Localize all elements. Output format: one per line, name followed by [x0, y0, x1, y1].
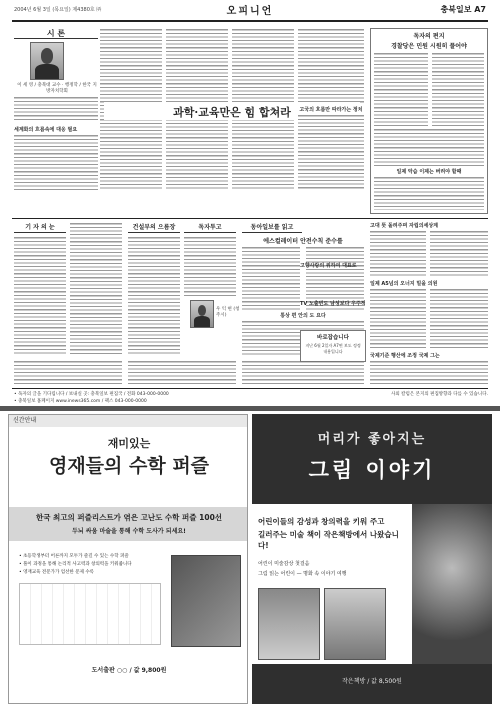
book-cover-image — [171, 555, 241, 647]
ad2-publisher: 작은책방 / 값 8,500원 — [342, 678, 402, 685]
reader-column2-subhead: 통상 편 안의 도 요다 — [280, 313, 326, 319]
desk-text-1 — [14, 236, 66, 356]
reader-column2-label-bar — [242, 222, 302, 233]
mid-headline-2: 고향사랑의 위하여 대표로 — [300, 263, 357, 269]
reader-letter-headline: 경찰당은 민원 시원히 풀어야 — [391, 43, 467, 50]
ad-subtitle-band — [9, 507, 248, 541]
building-label: 건설부의 으름장 — [132, 224, 176, 231]
page-header — [0, 0, 500, 22]
correction-text: 지난 6월 2일자 A7면 보도 정정 내용입니다 — [305, 343, 361, 354]
issue-date: 2004년 6월 3일 (목요일) 제4380호 ㈜ — [14, 7, 102, 13]
ad2-sub2: 그림 읽는 어린이 — 명화 속 이야기 여행 — [258, 571, 347, 577]
reader-column2-label: 동아일보를 읽고 — [250, 224, 294, 231]
ad-tag: 신간안내 — [9, 415, 248, 427]
reader-column2-text-1 — [242, 246, 300, 310]
right-text-3 — [370, 288, 426, 350]
right-text-1 — [370, 230, 426, 276]
ad-kicker: 재미있는 — [107, 437, 151, 450]
reader-column-label: 독자투고 — [198, 224, 222, 231]
reader-column2-text-4 — [242, 360, 364, 384]
ad-tagline: 두뇌 싸움 마술을 통해 수학 도사가 되세요! — [72, 528, 186, 535]
mid-headline-1: 고국의 흐름만 따라가는 정치 — [299, 107, 363, 113]
opinion-label-bar — [14, 28, 98, 39]
right-text-5 — [370, 360, 488, 384]
right-text-4 — [430, 288, 488, 350]
desk-text-2 — [70, 222, 122, 356]
building-text-2 — [184, 236, 236, 296]
ad2-tagline: 어린이들의 감성과 창의력을 키워 주고 — [258, 517, 385, 526]
reader-letter-text-2 — [432, 52, 484, 126]
ad2-tagline-2: 길러주는 미술 책이 작은책방에서 나왔습니다! — [258, 530, 399, 550]
ad2-body — [252, 504, 492, 664]
ad-bullet: • 영재교육 전문가가 엄선한 문제 수록 — [19, 570, 95, 575]
ad-subtitle: 한국 최고의 퍼즐리스트가 엮은 고난도 수학 퍼즐 100선 — [35, 513, 223, 522]
puzzle-grid-image — [19, 583, 161, 645]
ad-publisher: 도서출판 ○○ / 값 9,800원 — [91, 667, 167, 674]
publication-name: 충북일보 A7 — [440, 5, 486, 14]
puzzle-book-ad[interactable] — [8, 414, 248, 704]
right-headline-1: 고대 뜻 돌려주며 자립의세상계 — [370, 223, 439, 229]
opinion-text-col-1a — [14, 96, 98, 122]
desk-text-3 — [14, 360, 122, 384]
opinion-text-col-5 — [298, 28, 364, 104]
mid-text-a — [298, 114, 364, 190]
book-cover-image-1 — [258, 588, 320, 660]
opinion-headline: 과학·교육만은 힘 합쳐라 — [173, 106, 291, 119]
section-title: 오피니언 — [226, 6, 274, 17]
reader-column-label-bar — [184, 222, 236, 233]
contributor-caption: 우 익 현 (청주시) — [216, 307, 240, 318]
desk-label-bar — [14, 222, 66, 233]
ad-bullet: • 초등학생부터 어른까지 모두가 즐길 수 있는 수학 퍼즐 — [19, 554, 129, 559]
section-divider — [12, 218, 488, 219]
right-text-2 — [430, 230, 488, 276]
opinion-text-col-1b — [14, 134, 98, 190]
author-photo — [30, 42, 64, 80]
building-text-3 — [128, 360, 236, 384]
reader-column2-headline: 에스컬레이터 안전수칙 준수를 — [263, 238, 343, 245]
ad2-title: 그림 이야기 — [308, 457, 436, 482]
footer-rule — [12, 388, 488, 389]
artwork-image — [412, 504, 492, 664]
footer-band — [0, 406, 500, 411]
reader-letter-text-4 — [374, 176, 484, 210]
book-cover-image-2 — [324, 588, 386, 660]
art-book-ad[interactable] — [252, 414, 492, 704]
header-rule — [12, 20, 488, 22]
mid-headline-3: TV 노출빈도 남성보다 우주적 — [300, 301, 366, 307]
ad-bullet: • 풀이 과정을 통해 논리적 사고력과 창의력을 키워줍니다 — [19, 562, 132, 567]
opinion-label: 시 론 — [46, 29, 66, 38]
correction-box — [300, 330, 366, 362]
building-text-1 — [128, 236, 180, 356]
ad2-sub1: 어린이 미술감상 첫걸음 — [258, 561, 310, 567]
reader-letter-text-1 — [374, 52, 428, 126]
correction-title: 바로잡습니다 — [317, 335, 349, 341]
contributor-photo — [190, 300, 214, 328]
ad-bullets — [19, 553, 159, 577]
ad2-kicker: 머리가 좋아지는 — [317, 432, 427, 447]
footer-note: 사외 칼럼은 본지의 편집방향과 다를 수 있습니다. — [391, 392, 488, 397]
reader-letter-text-3 — [374, 128, 484, 166]
right-headline-3: 국제기준 행산에 조정 국제 그는 — [370, 353, 440, 359]
reader-letter-subhead: 일제 악습 이제는 버려야 할때 — [396, 169, 462, 175]
author-caption: 이 세 영 / 충북대 교수 · 행정학 / 한국 지방자치학회 — [17, 83, 97, 94]
desk-label: 기 자 의 눈 — [25, 224, 55, 231]
reader-letter-label: 독자의 편지 — [413, 33, 445, 40]
right-headline-2: 일제 A5넘의 오너지 밀을 의원 — [370, 281, 438, 287]
building-label-bar — [128, 222, 180, 233]
footer-line-1: • 독자의 글을 기다립니다 / 보내실 곳: 충북일보 편집국 / 전화 043-000-0000 — [14, 392, 169, 397]
ad-title: 영재들의 수학 퍼즐 — [48, 455, 210, 477]
footer-line-2: • 충북일보 홈페이지 www.inews365.com / 팩스 043-000-0000 — [14, 399, 147, 404]
opinion-subhead: 세계화의 흐름속에 대응 필요 — [14, 127, 78, 133]
